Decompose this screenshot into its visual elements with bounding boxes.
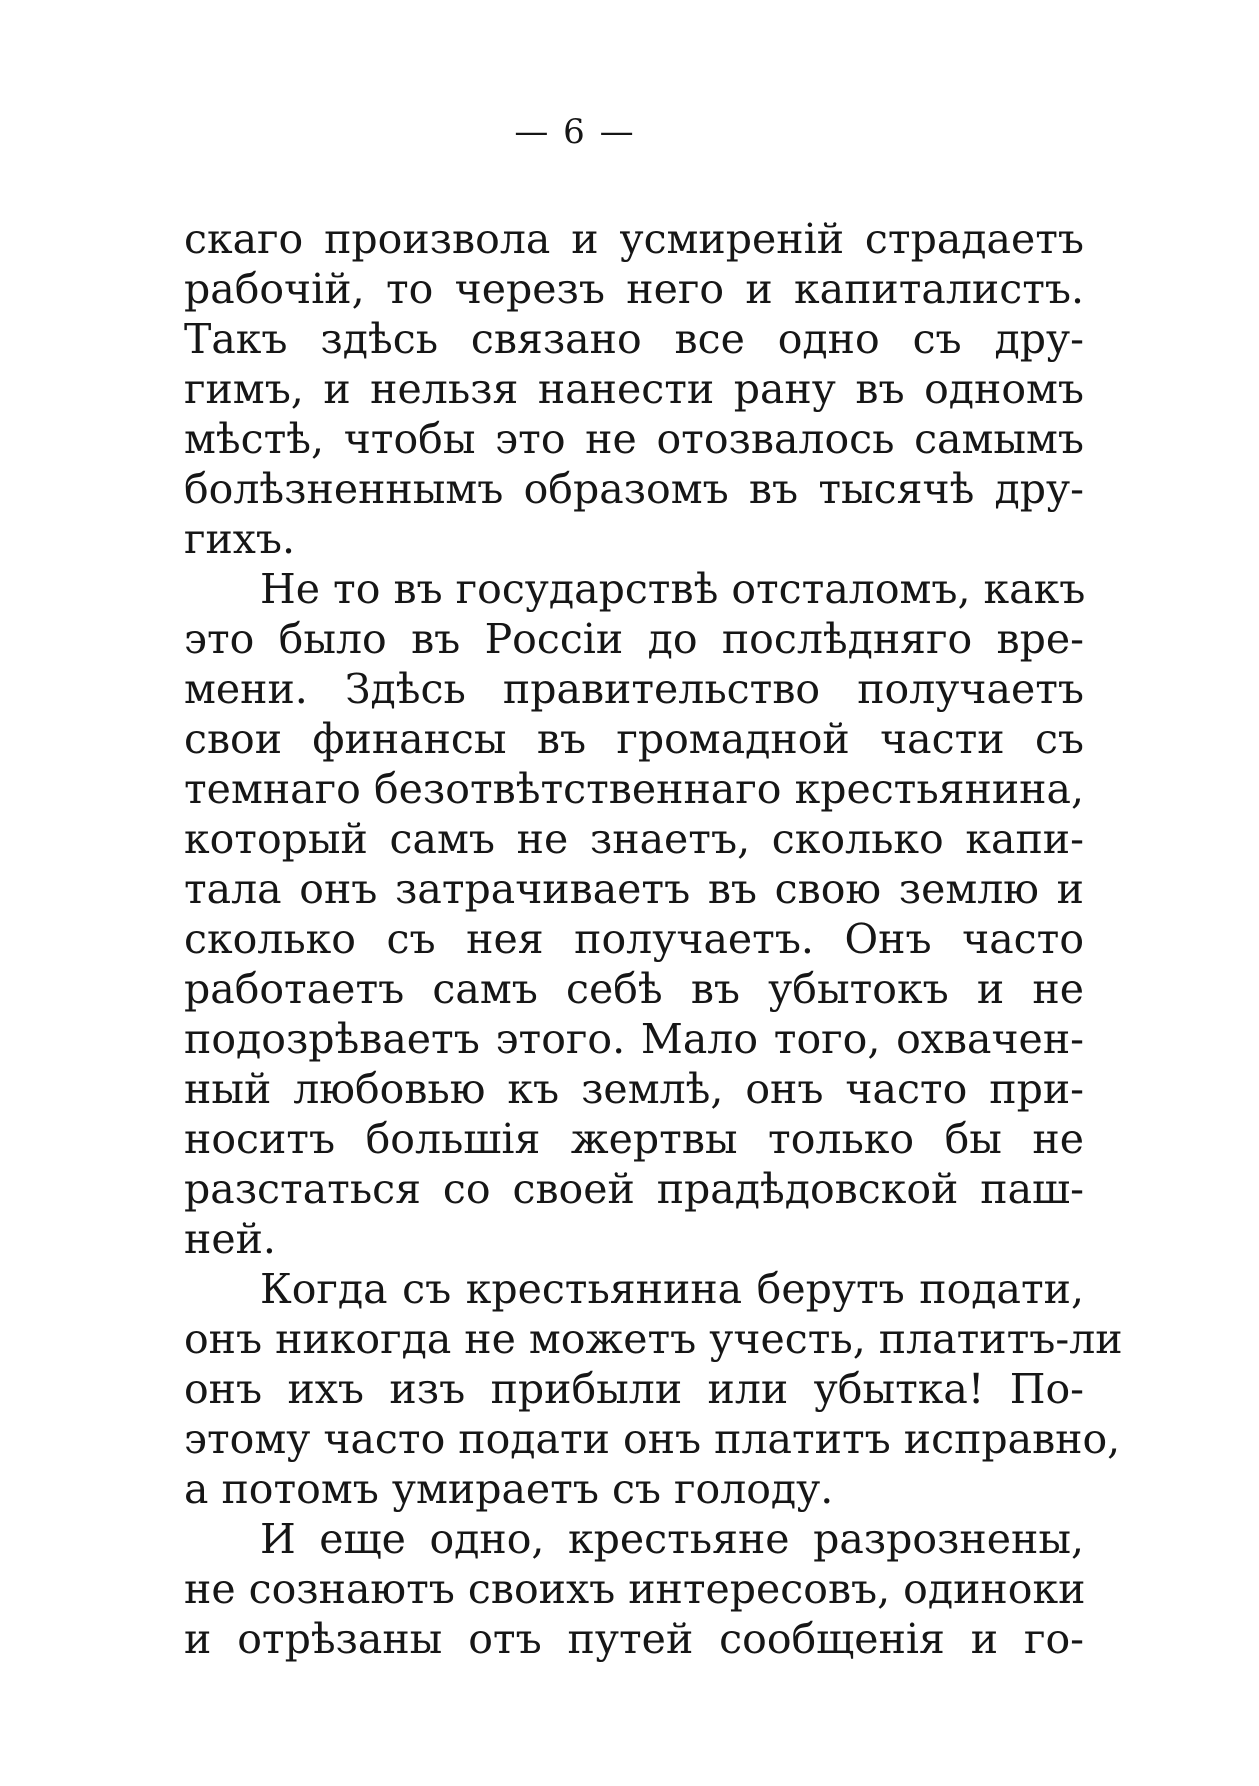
text-line: ный любовью къ землѣ, онъ часто при- bbox=[184, 1065, 1084, 1113]
text-line: сколько съ нея получаетъ. Онъ часто bbox=[184, 915, 1084, 963]
text-line: мени. Здѣсь правительство получаетъ bbox=[184, 665, 1084, 713]
text-line: не сознаютъ своихъ интересовъ, одиноки bbox=[184, 1565, 1086, 1613]
text-line: гимъ, и нельзя нанести рану въ одномъ bbox=[184, 365, 1084, 413]
text-line: и отрѣзаны отъ путей сообщенія и го- bbox=[184, 1615, 1084, 1663]
text-line: носитъ большія жертвы только бы не bbox=[184, 1115, 1084, 1163]
text-line: работаетъ самъ себѣ въ убытокъ и не bbox=[184, 965, 1084, 1013]
text-line: гихъ. bbox=[184, 515, 296, 563]
text-line: ней. bbox=[184, 1215, 276, 1263]
text-line: разстаться со своей прадѣдовской паш- bbox=[184, 1165, 1084, 1213]
text-line: Не то въ государствѣ отсталомъ, какъ bbox=[260, 565, 1086, 613]
text-line: Такъ здѣсь связано все одно съ дру- bbox=[184, 315, 1084, 363]
text-line: который самъ не знаетъ, сколько капи- bbox=[184, 815, 1084, 863]
page-number: — 6 — bbox=[514, 112, 636, 152]
text-line: тала онъ затрачиваетъ въ свою землю и bbox=[184, 865, 1084, 913]
paragraph-3 bbox=[184, 1264, 1123, 1514]
text-line: Когда съ крестьянина берутъ подати, bbox=[260, 1265, 1084, 1313]
text-line: И еще одно, крестьяне разрознены, bbox=[260, 1515, 1084, 1563]
text-line: болѣзненнымъ образомъ въ тысячѣ дру- bbox=[184, 465, 1084, 513]
text-line: этому часто подати онъ платитъ исправно, bbox=[184, 1415, 1121, 1463]
paragraph-1 bbox=[184, 214, 1084, 564]
text-line: а потомъ умираетъ съ голоду. bbox=[184, 1465, 834, 1513]
text-line: это было въ Россіи до послѣдняго вре- bbox=[184, 615, 1084, 663]
paragraph-4 bbox=[184, 1514, 1084, 1664]
text-line: онъ ихъ изъ прибыли или убытка! По- bbox=[184, 1365, 1084, 1413]
text-line: свои финансы въ громадной части съ bbox=[184, 715, 1084, 763]
text-line: скаго произвола и усмиреній страдаетъ bbox=[184, 215, 1084, 263]
text-line: мѣстѣ, чтобы это не отозвалось самымъ bbox=[184, 415, 1084, 463]
body-text bbox=[184, 214, 1123, 1664]
text-line: подозрѣваетъ этого. Мало того, охвачен- bbox=[184, 1015, 1084, 1063]
text-line: онъ никогда не можетъ учесть, платитъ-ли bbox=[184, 1315, 1123, 1363]
text-line: рабочій, то черезъ него и капиталистъ. bbox=[184, 265, 1084, 313]
paragraph-2 bbox=[184, 564, 1084, 1264]
text-line: темнаго безотвѣтственнаго крестьянина, bbox=[184, 765, 1084, 813]
